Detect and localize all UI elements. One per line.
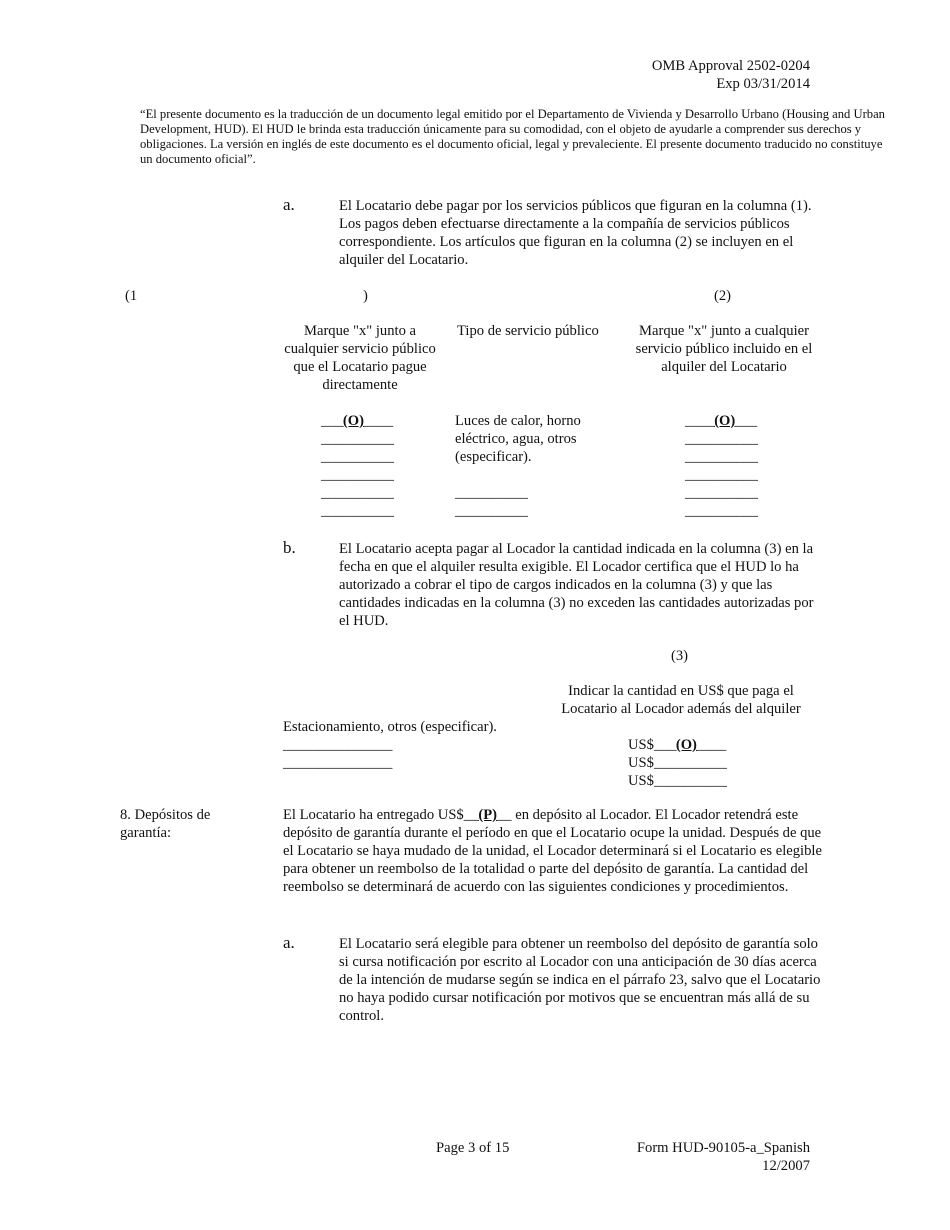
blank-line[interactable]: __________ xyxy=(685,431,758,447)
column-2-header: Marque "x" junto a cualquier servicio público incluido en el alquiler del Locatario xyxy=(635,323,813,375)
column-1-entries xyxy=(321,412,394,520)
column-2-entries xyxy=(685,412,758,520)
utility-types: Luces de calor, horno eléctrico, agua, otros (especificar). xyxy=(455,413,581,465)
currency-label: US$ xyxy=(628,755,654,771)
blank-prefix: ____ xyxy=(685,413,715,429)
blank-line[interactable]: __________ xyxy=(685,449,758,465)
form-footer xyxy=(637,1139,810,1175)
section-8a-marker: a. xyxy=(283,933,295,952)
blank-prefix: __ xyxy=(463,807,479,823)
blank-suffix: ____ xyxy=(696,737,727,753)
form-id: Form HUD-90105-a_Spanish xyxy=(636,1140,810,1156)
section-a-marker: a. xyxy=(283,195,295,214)
o-mark: (O) xyxy=(342,413,364,429)
o-mark: (O) xyxy=(714,413,736,429)
page-number: Page 3 of 15 xyxy=(436,1140,510,1156)
omb-header xyxy=(652,57,810,93)
column-1-number-close: ) xyxy=(363,288,368,304)
blank-prefix: ___ xyxy=(321,413,343,429)
section-8a-text: El Locatario será elegible para obtener un reembolso del depósito de garantía solo si cursa notificación por escrito al Locador con una anticipación de 30 días acerca de la intención de mudarse según se indica en el párrafo 23, salvo que el Locatario no haya podido cursar notificación por motivos que se encuentran más allá de su control. xyxy=(339,936,821,1024)
column-3-header: Indicar la cantidad en US$ que paga el Locatario al Locador además del alquiler xyxy=(561,683,801,717)
section-8-text xyxy=(283,806,823,896)
blank-suffix: ___ xyxy=(735,413,758,429)
currency-label: US$ xyxy=(628,737,654,753)
column-2-number: (2) xyxy=(714,288,732,304)
utility-type-header: Tipo de servicio público xyxy=(457,323,599,339)
blank-line[interactable]: __________ xyxy=(321,431,394,447)
charges-item-blanks xyxy=(283,736,392,772)
blank-line[interactable]: __________ xyxy=(321,449,394,465)
column-1-first-entry[interactable] xyxy=(321,412,394,430)
blank-line[interactable]: __________ xyxy=(321,467,394,483)
blank-prefix: ___ xyxy=(653,737,676,753)
blank-line[interactable]: __________ xyxy=(455,485,528,501)
charge-amount-first[interactable] xyxy=(628,736,727,754)
o-mark: (O) xyxy=(675,737,697,753)
blank-suffix: __ xyxy=(496,807,512,823)
section-8-text-before: El Locatario ha entregado US$ xyxy=(283,807,464,823)
blank-line: __________ xyxy=(653,755,727,771)
charge-amounts xyxy=(628,736,727,790)
omb-approval: OMB Approval 2502-0204 xyxy=(651,58,810,74)
blank-line[interactable]: __________ xyxy=(685,467,758,483)
blank-line[interactable]: __________ xyxy=(685,485,758,501)
p-mark: (P) xyxy=(478,807,497,823)
form-date: 12/2007 xyxy=(762,1158,810,1174)
translation-disclaimer: “El presente documento es la traducción de un documento legal emitido por el Departamento de Vivienda y Desarrollo Urbano (Housing and Urban Development, HUD). El HUD le brinda esta traducción únicamente para su comodidad, con el objeto de ayudarle a comprender sus derechos y obligaciones. La versión en inglés de este documento es el documento oficial, legal y prevaleciente. El presente documento traducido no constituye un documento oficial”. xyxy=(140,107,885,166)
column-3-number: (3) xyxy=(671,648,689,664)
blank-line[interactable]: __________ xyxy=(685,503,758,519)
currency-label: US$ xyxy=(628,773,654,789)
blank-line[interactable]: __________ xyxy=(455,503,528,519)
charge-amount[interactable] xyxy=(628,772,727,790)
blank-line[interactable]: __________ xyxy=(321,503,394,519)
section-8-text-after: en depósito al Locador. El Locador retendrá este depósito de garantía durante el período en que el Locatario ocupe la unidad. Después de que el Locatario se haya mudado de la unidad, el Locador determinará si el Locatario es elegible para obtener un reembolso de la totalidad o parte del depósito de garantía. La cantidad del reembolso se determinará de acuerdo con las siguientes condiciones y procedimientos. xyxy=(283,807,822,895)
blank-suffix: ____ xyxy=(363,413,394,429)
expiration-date: Exp 03/31/2014 xyxy=(716,76,810,92)
charges-items-label: Estacionamiento, otros (especificar). xyxy=(283,719,497,735)
blank-line: __________ xyxy=(653,773,727,789)
column-1-header: Marque "x" junto a cualquier servicio público que el Locatario pague directamente xyxy=(284,323,436,393)
section-8-label: 8. Depósitos de garantía: xyxy=(120,807,211,841)
charge-amount[interactable] xyxy=(628,754,727,772)
blank-line[interactable]: __________ xyxy=(321,485,394,501)
column-2-first-entry[interactable] xyxy=(685,412,758,430)
section-a-text: El Locatario debe pagar por los servicios públicos que figuran en la columna (1). Los pagos deben efectuarse directamente a la compañía de servicios públicos correspondiente. Los artículos que figuran en la columna (2) se incluyen en el alquiler del Locatario. xyxy=(339,198,812,268)
blank-line[interactable]: _______________ xyxy=(283,737,393,753)
utility-type-blanks xyxy=(455,484,528,520)
blank-line[interactable]: _______________ xyxy=(283,755,393,771)
column-1-number-open: (1 xyxy=(125,288,138,304)
section-b-marker: b. xyxy=(283,538,296,557)
section-b-text: El Locatario acepta pagar al Locador la cantidad indicada en la columna (3) en la fecha en que el alquiler resulta exigible. El Locador certifica que el HUD lo ha autorizado a cobrar el tipo de cargos indicados en la columna (3) y que las cantidades indicadas en la columna (3) no exceden las cantidades autorizadas por el HUD. xyxy=(339,541,814,629)
